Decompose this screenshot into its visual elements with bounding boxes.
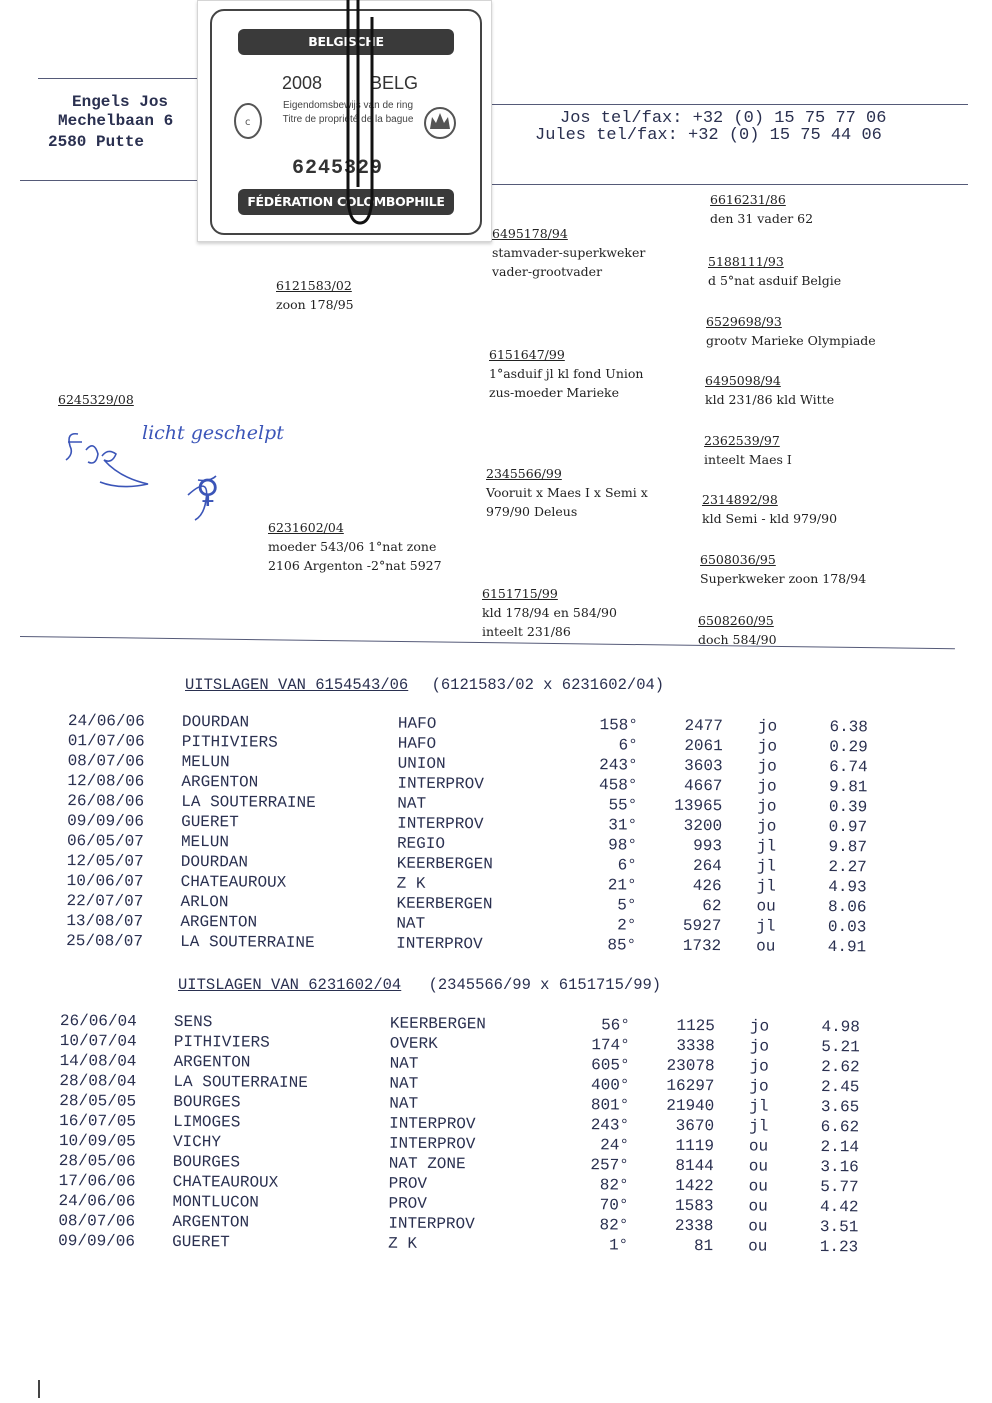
results-2-table xyxy=(58,1012,860,1278)
result-entries: 13965 xyxy=(674,796,723,816)
result-place: LA SOUTERRAINE xyxy=(180,932,315,952)
result-position: 70° xyxy=(599,1196,629,1215)
result-place: LA SOUTERRAINE xyxy=(181,792,316,812)
pedigree-fmf xyxy=(706,312,876,350)
result-time: 5.77 xyxy=(820,1177,859,1197)
result-position: 82° xyxy=(599,1176,629,1195)
result-place: VICHY xyxy=(172,1132,222,1152)
results-2-heading xyxy=(178,976,661,994)
mmf-ring: 6508036/95 xyxy=(700,552,776,567)
owner-street: Mechelbaan 6 xyxy=(58,112,174,130)
result-time: 8.06 xyxy=(828,897,867,917)
result-place: BOURGES xyxy=(173,1092,241,1112)
result-place: PITHIVIERS xyxy=(173,1032,270,1052)
result-date: 26/06/04 xyxy=(59,1012,137,1031)
result-category: jl xyxy=(749,1117,769,1136)
pedigree-mm xyxy=(482,584,617,641)
mother-ring: 6231602/04 xyxy=(268,520,344,535)
result-date: 01/07/06 xyxy=(67,731,145,751)
result-place: MONTLUCON xyxy=(172,1192,260,1212)
results-1-parents: (6121583/02 x 6231602/04) xyxy=(431,676,665,694)
result-category: ou xyxy=(748,1177,768,1196)
pedigree-fff xyxy=(710,190,813,228)
result-organisation: INTERPROV xyxy=(397,774,484,794)
result-position: 801° xyxy=(590,1096,630,1115)
result-entries: 2061 xyxy=(684,736,723,756)
pedigree-mother xyxy=(268,518,442,575)
result-time: 1.23 xyxy=(819,1237,859,1257)
header-bottom-rule-right xyxy=(490,184,968,185)
ffm-line-1: d 5°nat asduif Belgie xyxy=(708,273,842,288)
paper-clip-icon xyxy=(334,0,378,229)
result-position: 5° xyxy=(617,896,637,915)
result-entries: 1732 xyxy=(682,936,722,956)
result-entries: 1119 xyxy=(675,1136,715,1156)
pedigree-ff xyxy=(492,224,645,281)
ring-ownership-card xyxy=(197,0,492,242)
father-ring: 6121583/02 xyxy=(276,278,352,293)
result-place: ARGENTON xyxy=(181,772,259,792)
result-category: ou xyxy=(756,937,776,956)
header-top-rule-right xyxy=(490,104,968,105)
result-entries: 264 xyxy=(692,856,722,876)
result-position: 21° xyxy=(607,876,637,895)
result-entries: 5927 xyxy=(682,916,722,936)
result-date: 09/09/06 xyxy=(67,811,145,831)
result-position: 243° xyxy=(599,756,638,775)
result-category: jo xyxy=(749,1077,769,1096)
result-date: 10/07/04 xyxy=(59,1031,137,1051)
result-date: 28/05/05 xyxy=(59,1091,137,1111)
result-entries: 4667 xyxy=(683,776,723,796)
phone-jules: Jules tel/fax: +32 (0) 15 75 44 06 xyxy=(535,126,882,145)
result-category: ou xyxy=(748,1137,769,1156)
subject-ring: 6245329/08 xyxy=(58,392,134,407)
fm-ring: 6151647/99 xyxy=(489,347,565,362)
result-place: CHATEAUROUX xyxy=(180,872,287,892)
result-organisation: UNION xyxy=(397,754,446,773)
owner-city: 2580 Putte xyxy=(48,133,145,151)
result-category: jo xyxy=(757,797,777,816)
result-organisation: INTERPROV xyxy=(388,1214,475,1234)
result-organisation: NAT xyxy=(389,1094,419,1113)
result-time: 4.42 xyxy=(820,1197,859,1217)
result-organisation: NAT xyxy=(397,794,427,813)
header-bottom-rule-left xyxy=(20,180,198,181)
result-entries: 993 xyxy=(693,836,723,856)
mfm-ring: 2314892/98 xyxy=(702,492,778,507)
result-time: 9.87 xyxy=(828,837,868,857)
result-entries: 3200 xyxy=(683,816,723,836)
result-place: SENS xyxy=(173,1012,213,1032)
result-date: 24/06/06 xyxy=(58,1191,136,1211)
result-organisation: Z K xyxy=(396,874,426,893)
result-organisation: INTERPROV xyxy=(397,814,484,834)
card-crown-icon xyxy=(422,101,458,141)
result-entries: 21940 xyxy=(666,1096,715,1116)
result-entries: 3670 xyxy=(675,1116,715,1136)
result-place: MELUN xyxy=(180,832,230,852)
pedigree-mfm xyxy=(702,490,837,528)
result-position: 158° xyxy=(599,716,638,735)
result-time: 0.39 xyxy=(828,797,868,817)
ff-line-1: stamvader-superkweker xyxy=(492,245,646,260)
result-place: GUERET xyxy=(172,1232,230,1252)
result-date: 09/09/06 xyxy=(58,1231,136,1251)
father-line-1: zoon 178/95 xyxy=(276,297,354,312)
result-time: 6.38 xyxy=(829,717,868,737)
result-date: 10/09/05 xyxy=(58,1131,136,1151)
result-date: 06/05/07 xyxy=(66,831,144,851)
pedigree-mmf xyxy=(700,550,866,588)
card-top-banner: BELGISCHE DUIVENLIEFHEBBERSBOND xyxy=(238,29,454,55)
mff-line-1: inteelt Maes I xyxy=(704,452,792,467)
result-organisation: HAFO xyxy=(397,734,437,753)
result-category: jl xyxy=(756,917,776,936)
result-organisation: PROV xyxy=(388,1194,427,1213)
card-bottom-banner: FÉDÉRATION COLOMBOPHILE BELGE xyxy=(238,189,454,215)
results-2-parents: (2345566/99 x 6151715/99) xyxy=(428,976,662,994)
result-time: 2.62 xyxy=(821,1057,860,1077)
mmm-line-1: doch 584/90 xyxy=(698,632,777,647)
result-date: 12/08/06 xyxy=(67,771,145,791)
result-organisation: REGIO xyxy=(396,834,446,853)
result-time: 3.51 xyxy=(819,1217,859,1237)
result-category: ou xyxy=(748,1157,769,1176)
result-category: jl xyxy=(749,1097,769,1116)
result-time: 2.27 xyxy=(828,857,867,877)
result-organisation: INTERPROV xyxy=(388,1134,476,1154)
result-position: 174° xyxy=(591,1036,630,1055)
result-entries: 3338 xyxy=(676,1036,715,1056)
margin-mark xyxy=(38,1380,40,1398)
result-category: jo xyxy=(757,757,777,776)
fff-ring: 6616231/86 xyxy=(710,192,786,207)
result-time: 3.65 xyxy=(820,1097,860,1117)
result-organisation: OVERK xyxy=(389,1034,438,1053)
result-entries: 81 xyxy=(693,1236,714,1256)
pedigree-fmm xyxy=(705,371,834,409)
mfm-line-1: kld Semi - kld 979/90 xyxy=(702,511,838,526)
result-category: jo xyxy=(749,1057,769,1076)
result-category: jo xyxy=(749,1037,770,1056)
pedigree-mmm xyxy=(698,611,777,649)
ffm-ring: 5188111/93 xyxy=(708,254,784,269)
result-organisation: HAFO xyxy=(397,714,437,733)
result-category: ou xyxy=(756,897,776,916)
result-date: 10/06/07 xyxy=(66,871,144,891)
result-date: 17/06/06 xyxy=(58,1171,136,1191)
pedigree-mff xyxy=(704,431,792,469)
pedigree-ffm xyxy=(708,252,841,290)
pedigree-mf xyxy=(486,464,648,521)
result-position: 82° xyxy=(599,1216,629,1235)
svg-text:c: c xyxy=(245,117,251,128)
result-date: 24/06/06 xyxy=(67,712,145,731)
result-organisation: PROV xyxy=(388,1174,428,1193)
result-place: CHATEAUROUX xyxy=(172,1172,279,1192)
result-category: jo xyxy=(757,737,778,756)
pedigree-father xyxy=(276,276,354,314)
result-time: 0.03 xyxy=(827,917,867,937)
result-organisation: NAT xyxy=(389,1054,419,1073)
result-position: 6° xyxy=(618,736,638,755)
result-entries: 23078 xyxy=(666,1056,715,1076)
card-seal-left-icon xyxy=(232,101,264,141)
result-organisation: INTERPROV xyxy=(389,1114,476,1134)
result-date: 08/07/06 xyxy=(67,751,145,771)
card-ring-number: 6245329 xyxy=(292,157,384,180)
result-category: jo xyxy=(749,1017,770,1036)
result-position: 400° xyxy=(590,1076,630,1095)
result-position: 1° xyxy=(608,1236,629,1255)
result-position: 605° xyxy=(591,1056,630,1075)
ff-line-2: vader-grootvader xyxy=(492,264,603,279)
results-1-table xyxy=(66,712,868,978)
result-place: ARGENTON xyxy=(173,1052,251,1072)
result-organisation: KEERBERGEN xyxy=(389,1014,487,1034)
result-time: 0.97 xyxy=(828,817,868,837)
mother-line-1: moeder 543/06 1°nat zone xyxy=(268,539,437,554)
header-top-rule-left xyxy=(38,78,198,79)
mf-ring: 2345566/99 xyxy=(486,466,562,481)
result-organisation: NAT xyxy=(389,1074,419,1093)
result-position: 31° xyxy=(608,816,638,835)
result-entries: 1583 xyxy=(675,1196,714,1216)
result-organisation: KEERBERGEN xyxy=(396,894,493,914)
results-1-heading xyxy=(185,676,664,694)
result-place: PITHIVIERS xyxy=(181,732,278,752)
result-time: 5.21 xyxy=(821,1037,860,1057)
result-place: BOURGES xyxy=(172,1152,241,1172)
result-place: MELUN xyxy=(181,752,230,772)
fmf-ring: 6529698/93 xyxy=(706,314,782,329)
result-organisation: KEERBERGEN xyxy=(396,854,493,874)
result-category: ou xyxy=(748,1217,768,1236)
results-1-title: UITSLAGEN VAN 6154543/06 xyxy=(185,676,409,694)
result-position: 458° xyxy=(598,776,638,795)
handwritten-note: licht geschelpt xyxy=(142,422,284,444)
result-date: 12/05/07 xyxy=(66,851,144,871)
ff-ring: 6495178/94 xyxy=(492,226,568,241)
result-place: ARGENTON xyxy=(172,1212,250,1232)
result-organisation: NAT ZONE xyxy=(388,1154,466,1174)
result-position: 257° xyxy=(590,1156,629,1175)
result-time: 4.98 xyxy=(821,1017,860,1037)
result-time: 4.93 xyxy=(828,877,867,897)
result-category: jl xyxy=(756,837,777,856)
mm-ring: 6151715/99 xyxy=(482,586,558,601)
result-time: 2.14 xyxy=(820,1137,860,1157)
pedigree-fm xyxy=(489,345,643,402)
result-place: ARGENTON xyxy=(180,912,258,932)
result-place: DOURDAN xyxy=(181,712,250,732)
result-place: DOURDAN xyxy=(180,852,249,872)
result-time: 6.74 xyxy=(829,757,868,777)
card-line-nl: Eigendomsbewijs van de ring xyxy=(282,100,414,111)
fff-line-1: den 31 vader 62 xyxy=(710,211,814,226)
result-date: 08/07/06 xyxy=(58,1211,136,1231)
mother-line-2: 2106 Argenton -2°nat 5927 xyxy=(268,558,442,573)
result-time: 3.16 xyxy=(820,1157,859,1177)
mf-line-1: Vooruit x Maes I x Semi x xyxy=(486,485,648,500)
result-position: 56° xyxy=(601,1016,630,1035)
result-date: 14/08/04 xyxy=(59,1051,137,1071)
result-date: 13/08/07 xyxy=(66,911,144,931)
result-time: 2.45 xyxy=(820,1077,860,1097)
result-time: 9.81 xyxy=(828,777,868,797)
fm-line-2: zus-moeder Marieke xyxy=(489,385,619,400)
fm-line-1: 1°asduif jl kl fond Union xyxy=(489,366,644,381)
result-category: ou xyxy=(748,1197,768,1216)
result-position: 6° xyxy=(617,856,637,875)
handwritten-sex-symbol: ♀ xyxy=(196,472,220,510)
result-position: 85° xyxy=(607,936,637,955)
result-category: jo xyxy=(757,777,777,796)
result-date: 26/08/06 xyxy=(67,791,145,811)
result-place: GUERET xyxy=(181,812,239,832)
fmf-line-1: grootv Marieke Olympiade xyxy=(706,333,876,348)
result-organisation: INTERPROV xyxy=(396,934,483,954)
result-category: jl xyxy=(756,877,776,896)
result-place: LIMOGES xyxy=(173,1112,241,1132)
result-entries: 16297 xyxy=(666,1076,715,1096)
result-position: 2° xyxy=(617,916,637,935)
mf-line-2: 979/90 Deleus xyxy=(486,504,578,519)
result-entries: 2477 xyxy=(684,716,723,736)
fmm-ring: 6495098/94 xyxy=(705,373,781,388)
result-date: 28/05/06 xyxy=(58,1151,136,1171)
result-place: LA SOUTERRAINE xyxy=(173,1072,308,1092)
result-date: 16/07/05 xyxy=(59,1111,137,1131)
result-date: 25/08/07 xyxy=(66,931,144,951)
card-line-fr: Titre de propriété de la bague xyxy=(282,114,414,125)
result-position: 98° xyxy=(608,836,638,855)
card-year: 2008 xyxy=(282,73,323,93)
result-place: ARLON xyxy=(180,892,229,912)
mmm-ring: 6508260/95 xyxy=(698,613,774,628)
phone-jos: Jos tel/fax: +32 (0) 15 75 77 06 xyxy=(560,109,887,128)
result-category: ou xyxy=(748,1237,768,1256)
result-date: 22/07/07 xyxy=(66,891,144,911)
pedigree-subject xyxy=(58,390,134,409)
result-entries: 1422 xyxy=(675,1176,714,1196)
result-category: jl xyxy=(756,857,777,876)
owner-name: Engels Jos xyxy=(72,93,169,111)
result-time: 0.29 xyxy=(829,737,868,757)
mmf-line-1: Superkweker zoon 178/94 xyxy=(700,571,867,586)
result-category: jo xyxy=(757,717,778,736)
result-entries: 8144 xyxy=(675,1156,714,1176)
result-entries: 1125 xyxy=(676,1016,715,1036)
results-2-title: UITSLAGEN VAN 6231602/04 xyxy=(178,976,402,994)
fmm-line-1: kld 231/86 kld Witte xyxy=(705,392,835,407)
result-time: 6.62 xyxy=(820,1117,860,1137)
mff-ring: 2362539/97 xyxy=(704,433,780,448)
result-entries: 426 xyxy=(692,876,722,896)
result-position: 24° xyxy=(600,1136,630,1155)
result-organisation: Z K xyxy=(388,1234,418,1253)
mm-line-2: inteelt 231/86 xyxy=(482,624,571,639)
result-date: 28/08/04 xyxy=(59,1071,137,1091)
result-category: jo xyxy=(757,817,777,836)
mm-line-1: kld 178/94 en 584/90 xyxy=(482,605,617,620)
result-entries: 2338 xyxy=(674,1216,714,1236)
result-entries: 62 xyxy=(702,896,722,916)
result-entries: 3603 xyxy=(684,756,723,776)
card-country: BELG xyxy=(370,73,419,93)
result-organisation: NAT xyxy=(396,914,426,933)
result-position: 55° xyxy=(608,796,638,815)
result-position: 243° xyxy=(590,1116,630,1135)
result-time: 4.91 xyxy=(827,937,867,957)
